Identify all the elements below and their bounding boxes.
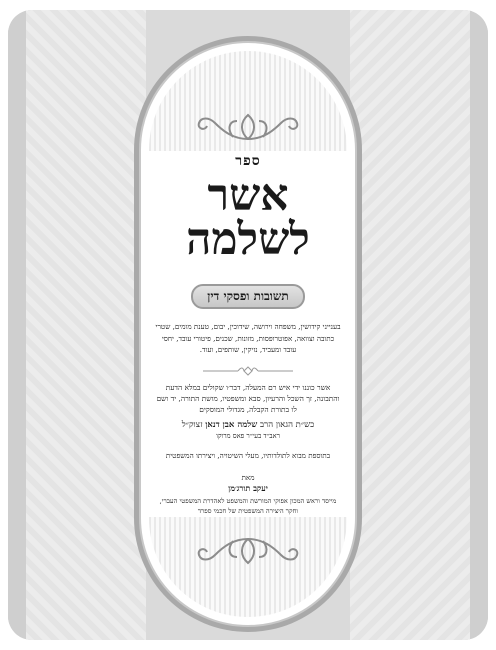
author-credit bbox=[155, 419, 341, 430]
cover-text bbox=[155, 153, 341, 516]
sefer-label: ספר bbox=[235, 153, 261, 169]
pattern-panel-left bbox=[26, 10, 146, 640]
av-beit-din: ראב״ד בעי״ר פאס מרוקו bbox=[216, 431, 280, 440]
border-stripe-right bbox=[470, 10, 488, 640]
border-stripe-left bbox=[8, 10, 26, 640]
author-intro: אשר כוננו ידי איש רם המעלה, דבר׳ו שקולים במלא הדעת והתבונה, זך השכל והרעיון, סבא ומשפטיו, מושת התורה, יד ושם לו בתורת הקבלה, מגדולי המוסקים bbox=[156, 382, 340, 414]
book-title-line1: אשר bbox=[207, 170, 289, 221]
topics-text: בענייני קידושין, משפחה וירושה, שידוכין, יבום, טענת מומים, שטרי כתובה וצוואה, אפוטרופסות, מזונות, שכנים, פיטורי עובד, יחסי עובד ומעביד, נזיקין, שותפים, ועוד. bbox=[155, 322, 341, 354]
flourish-divider-icon bbox=[203, 366, 293, 376]
credit-prefix: כש״ת הגאון הרב bbox=[259, 419, 315, 430]
addition-text: בתוספת מבוא לתולדותיו, מעלי השיטויה, ויצירתו המשפטית bbox=[165, 450, 331, 460]
scroll-ornament-top-icon bbox=[193, 109, 303, 145]
rabbi-name: שלמה אבן דנאן bbox=[205, 419, 258, 430]
book-title-line2: לשלמה bbox=[186, 214, 310, 265]
by-label: מאת bbox=[241, 472, 255, 482]
pattern-panel-right bbox=[350, 10, 470, 640]
scroll-ornament-bottom-icon bbox=[193, 533, 303, 569]
editor-name: יעקב תורג׳מן bbox=[228, 482, 268, 493]
title-frame-inner bbox=[139, 41, 357, 627]
subtitle-badge: תשובות ופסקי דין bbox=[191, 284, 304, 309]
editor-role: מייסד וראש המכון אפוקי המורשת והמשפט לאהדרת המשפטי העברי, וחקר היצירה המשפטית של חכמי ספרד bbox=[159, 496, 337, 515]
title-frame bbox=[134, 36, 362, 632]
credit-suffix: זצוק״ל bbox=[181, 419, 203, 430]
book-cover bbox=[8, 10, 488, 640]
